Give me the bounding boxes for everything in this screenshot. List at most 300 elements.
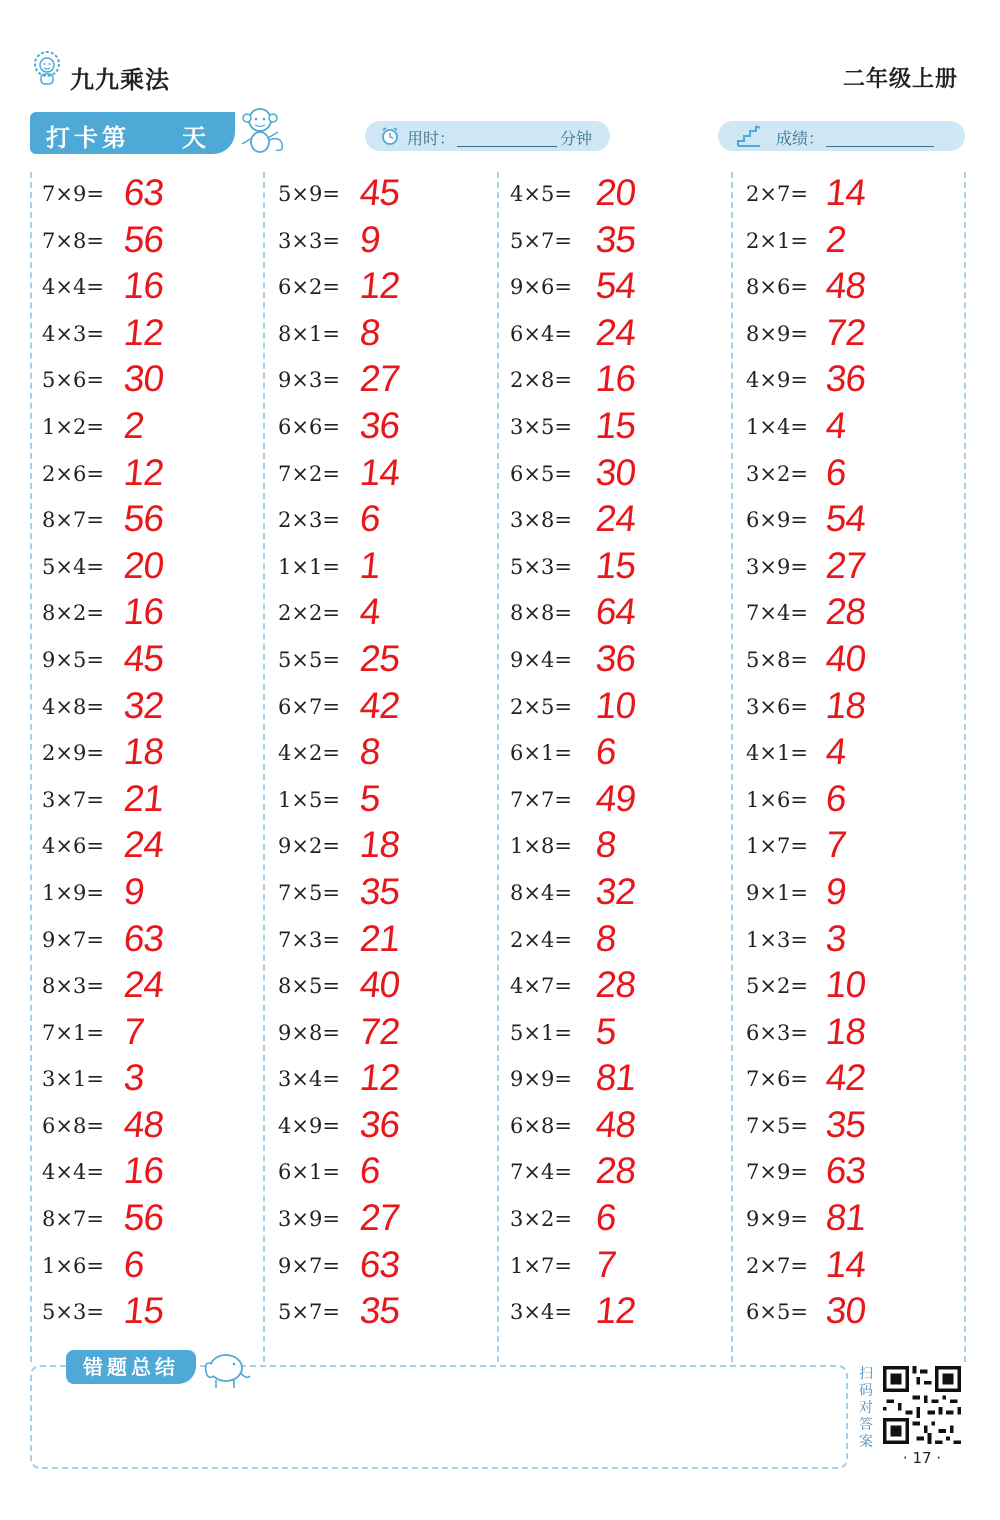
equation: 8×9= [746, 321, 808, 346]
handwritten-answer: 16 [121, 591, 166, 633]
equation: 3×3= [278, 228, 340, 253]
equation: 4×9= [746, 368, 808, 393]
equation: 7×5= [278, 880, 340, 905]
problem-row [746, 358, 966, 405]
equation: 5×5= [278, 647, 340, 672]
equation: 9×7= [278, 1253, 340, 1278]
equation: 2×1= [746, 228, 808, 253]
time-unit: 分钟 [560, 129, 593, 148]
handwritten-answer: 16 [121, 265, 166, 307]
equation: 6×1= [510, 741, 572, 766]
problem-row [278, 172, 498, 219]
handwritten-answer: 48 [593, 1103, 638, 1145]
equation: 6×7= [278, 694, 340, 719]
handwritten-answer: 2 [121, 404, 146, 446]
handwritten-answer: 5 [593, 1010, 618, 1052]
handwritten-answer: 6 [357, 498, 382, 540]
equation: 8×5= [278, 974, 340, 999]
equation: 1×7= [746, 834, 808, 859]
problem-row [42, 1244, 262, 1291]
problem-row [42, 1104, 262, 1151]
problem-row [746, 824, 966, 871]
handwritten-answer: 1 [357, 544, 382, 586]
handwritten-answer: 8 [593, 824, 618, 866]
handwritten-answer: 4 [823, 731, 848, 773]
equation: 7×9= [42, 182, 104, 206]
equation: 3×9= [746, 554, 808, 579]
equation: 9×9= [746, 1207, 808, 1232]
equation: 1×6= [42, 1253, 104, 1278]
problem-row [278, 1057, 498, 1104]
problem-row [42, 265, 262, 312]
handwritten-answer: 27 [357, 358, 402, 400]
problem-row [278, 918, 498, 965]
handwritten-answer: 32 [593, 870, 638, 912]
equation: 8×1= [278, 321, 340, 346]
handwritten-answer: 15 [593, 544, 638, 586]
handwritten-answer: 2 [823, 218, 848, 260]
column-divider [30, 172, 32, 1362]
equation: 4×4= [42, 275, 104, 300]
handwritten-answer: 10 [823, 964, 868, 1006]
problem-column-3 [510, 172, 730, 1337]
handwritten-answer: 49 [593, 777, 638, 819]
problem-row [278, 358, 498, 405]
column-divider [263, 172, 265, 1362]
handwritten-answer: 9 [121, 870, 146, 912]
problem-row [510, 1150, 730, 1197]
equation: 7×5= [746, 1113, 808, 1138]
equation: 4×4= [42, 1160, 104, 1185]
handwritten-answer: 81 [593, 1057, 638, 1099]
problem-row [510, 685, 730, 732]
equation: 5×8= [746, 647, 808, 672]
handwritten-answer: 6 [593, 731, 618, 773]
handwritten-answer: 15 [121, 1290, 166, 1332]
handwritten-answer: 20 [121, 544, 166, 586]
equation: 6×8= [510, 1113, 572, 1138]
problem-row [42, 219, 262, 266]
checkin-banner [30, 112, 235, 154]
equation: 3×9= [278, 1207, 340, 1232]
equation: 1×5= [278, 787, 340, 812]
handwritten-answer: 36 [357, 404, 402, 446]
problem-row [510, 1244, 730, 1291]
time-field [365, 121, 610, 151]
equation: 9×9= [510, 1067, 572, 1092]
handwritten-answer: 21 [357, 917, 402, 959]
equation: 6×8= [42, 1113, 104, 1138]
problem-row [42, 1150, 262, 1197]
handwritten-answer: 45 [357, 172, 402, 213]
handwritten-answer: 14 [823, 172, 868, 213]
scan-for-answers-text: 扫码对答案 [859, 1366, 873, 1450]
problem-row [510, 638, 730, 685]
handwritten-answer: 64 [593, 591, 638, 633]
equation: 2×7= [746, 182, 808, 206]
equation: 8×3= [42, 974, 104, 999]
problem-row [746, 731, 966, 778]
problem-row [42, 918, 262, 965]
handwritten-answer: 24 [593, 498, 638, 540]
equation: 6×4= [510, 321, 572, 346]
equation: 7×7= [510, 787, 572, 812]
problem-row [42, 172, 262, 219]
handwritten-answer: 63 [823, 1150, 868, 1192]
equation: 5×1= [510, 1020, 572, 1045]
equation: 7×3= [278, 927, 340, 952]
problem-row [510, 172, 730, 219]
handwritten-answer: 36 [593, 637, 638, 679]
handwritten-answer: 28 [593, 1150, 638, 1192]
problem-row [746, 312, 966, 359]
problem-row [42, 964, 262, 1011]
stairs-icon [736, 124, 762, 148]
handwritten-answer: 48 [121, 1103, 166, 1145]
equation: 4×9= [278, 1113, 340, 1138]
problem-row [42, 731, 262, 778]
problem-row [42, 312, 262, 359]
problem-row [746, 1197, 966, 1244]
handwritten-answer: 30 [593, 451, 638, 493]
handwritten-answer: 42 [357, 684, 402, 726]
handwritten-answer: 54 [823, 498, 868, 540]
handwritten-answer: 63 [121, 917, 166, 959]
equation: 4×5= [510, 182, 572, 206]
equation: 6×5= [510, 461, 572, 486]
handwritten-answer: 40 [823, 637, 868, 679]
handwritten-answer: 18 [823, 1010, 868, 1052]
problem-row [746, 1104, 966, 1151]
equation: 3×5= [510, 414, 572, 439]
handwritten-answer: 48 [823, 265, 868, 307]
checkin-label: 打卡第 [46, 124, 130, 152]
equation: 9×2= [278, 834, 340, 859]
problem-row [510, 1197, 730, 1244]
handwritten-answer: 21 [121, 777, 166, 819]
problem-row [746, 265, 966, 312]
handwritten-answer: 25 [357, 637, 402, 679]
time-label: 用时： [407, 129, 456, 148]
clock-icon [380, 126, 400, 146]
handwritten-answer: 63 [357, 1243, 402, 1285]
equation: 8×7= [42, 508, 104, 533]
equation: 9×6= [510, 275, 572, 300]
problem-row [746, 591, 966, 638]
equation: 5×2= [746, 974, 808, 999]
equation: 7×9= [746, 1160, 808, 1185]
problem-row [510, 312, 730, 359]
problem-row [42, 638, 262, 685]
handwritten-answer: 4 [823, 404, 848, 446]
handwritten-answer: 7 [823, 824, 848, 866]
handwritten-answer: 32 [121, 684, 166, 726]
equation: 4×2= [278, 741, 340, 766]
problem-row [510, 405, 730, 452]
handwritten-answer: 30 [823, 1290, 868, 1332]
equation: 9×5= [42, 647, 104, 672]
handwritten-answer: 6 [823, 777, 848, 819]
handwritten-answer: 24 [121, 964, 166, 1006]
problem-column-4 [746, 172, 966, 1337]
problem-row [510, 778, 730, 825]
handwritten-answer: 9 [823, 870, 848, 912]
equation: 8×4= [510, 880, 572, 905]
equation: 5×3= [510, 554, 572, 579]
problem-row [746, 1290, 966, 1337]
problem-row [746, 405, 966, 452]
equation: 3×2= [510, 1207, 572, 1232]
problem-row [42, 778, 262, 825]
problem-row [510, 1057, 730, 1104]
handwritten-answer: 6 [593, 1197, 618, 1239]
problem-row [746, 545, 966, 592]
handwritten-answer: 14 [357, 451, 402, 493]
problem-row [746, 685, 966, 732]
problem-row [42, 545, 262, 592]
handwritten-answer: 16 [121, 1150, 166, 1192]
score-blank [826, 129, 934, 147]
problem-row [278, 1197, 498, 1244]
problem-row [746, 172, 966, 219]
problem-row [42, 824, 262, 871]
problem-row [510, 498, 730, 545]
handwritten-answer: 24 [121, 824, 166, 866]
equation: 5×7= [278, 1300, 340, 1325]
problem-row [42, 871, 262, 918]
problem-row [278, 824, 498, 871]
handwritten-answer: 6 [357, 1150, 382, 1192]
handwritten-answer: 56 [121, 1197, 166, 1239]
problem-row [278, 265, 498, 312]
handwritten-answer: 6 [121, 1243, 146, 1285]
equation: 2×5= [510, 694, 572, 719]
equation: 2×9= [42, 741, 104, 766]
problem-row [746, 638, 966, 685]
problem-row [510, 1290, 730, 1337]
equation: 3×7= [42, 787, 104, 812]
handwritten-answer: 12 [357, 265, 402, 307]
handwritten-answer: 7 [121, 1010, 146, 1052]
equation: 5×9= [278, 182, 340, 206]
problem-row [746, 964, 966, 1011]
handwritten-answer: 40 [357, 964, 402, 1006]
problem-row [278, 452, 498, 499]
problem-row [42, 591, 262, 638]
problem-row [510, 731, 730, 778]
equation: 1×2= [42, 414, 104, 439]
column-divider [731, 172, 733, 1362]
handwritten-answer: 3 [823, 917, 848, 959]
equation: 6×5= [746, 1300, 808, 1325]
problem-row [278, 312, 498, 359]
problem-row [746, 778, 966, 825]
equation: 7×2= [278, 461, 340, 486]
problem-row [510, 358, 730, 405]
equation: 7×6= [746, 1067, 808, 1092]
equation: 8×7= [42, 1207, 104, 1232]
equation: 4×7= [510, 974, 572, 999]
equation: 3×6= [746, 694, 808, 719]
problem-row [510, 219, 730, 266]
equation: 2×3= [278, 508, 340, 533]
problem-row [278, 871, 498, 918]
equation: 3×8= [510, 508, 572, 533]
problem-row [746, 918, 966, 965]
handwritten-answer: 45 [121, 637, 166, 679]
lion-mascot-icon [32, 50, 62, 86]
handwritten-answer: 6 [823, 451, 848, 493]
equation: 3×4= [510, 1300, 572, 1325]
equation: 1×7= [510, 1253, 572, 1278]
equation: 9×3= [278, 368, 340, 393]
problem-row [278, 1290, 498, 1337]
handwritten-answer: 8 [357, 311, 382, 353]
grade-label: 二年级上册 [842, 67, 958, 92]
equation: 5×4= [42, 554, 104, 579]
handwritten-answer: 27 [357, 1197, 402, 1239]
problem-row [510, 918, 730, 965]
equation: 6×9= [746, 508, 808, 533]
problem-row [278, 405, 498, 452]
handwritten-answer: 16 [593, 358, 638, 400]
handwritten-answer: 14 [823, 1243, 868, 1285]
equation: 8×2= [42, 601, 104, 626]
handwritten-answer: 35 [357, 1290, 402, 1332]
problem-row [510, 452, 730, 499]
problem-row [278, 778, 498, 825]
handwritten-answer: 18 [121, 731, 166, 773]
equation: 5×3= [42, 1300, 104, 1325]
handwritten-answer: 28 [593, 964, 638, 1006]
problem-row [278, 1011, 498, 1058]
equation: 3×2= [746, 461, 808, 486]
problem-row [42, 1011, 262, 1058]
problem-row [42, 498, 262, 545]
handwritten-answer: 56 [121, 218, 166, 260]
handwritten-answer: 12 [357, 1057, 402, 1099]
equation: 7×8= [42, 228, 104, 253]
equation: 2×7= [746, 1253, 808, 1278]
qr-code[interactable] [880, 1366, 964, 1444]
problem-row [746, 1011, 966, 1058]
problem-row [278, 1244, 498, 1291]
mistake-summary-title: 错题总结 [66, 1350, 196, 1384]
problem-row [278, 498, 498, 545]
problem-row [42, 1290, 262, 1337]
problem-row [510, 964, 730, 1011]
handwritten-answer: 7 [593, 1243, 618, 1285]
problem-row [42, 358, 262, 405]
handwritten-answer: 63 [121, 172, 166, 213]
handwritten-answer: 12 [593, 1290, 638, 1332]
equation: 6×6= [278, 414, 340, 439]
elephant-icon [198, 1346, 252, 1390]
handwritten-answer: 18 [823, 684, 868, 726]
equation: 6×1= [278, 1160, 340, 1185]
problem-row [278, 731, 498, 778]
equation: 6×2= [278, 275, 340, 300]
problem-column-1 [42, 172, 262, 1337]
equation: 1×6= [746, 787, 808, 812]
problem-column-2 [278, 172, 498, 1337]
handwritten-answer: 15 [593, 404, 638, 446]
equation: 8×6= [746, 275, 808, 300]
equation: 9×1= [746, 880, 808, 905]
score-field [718, 121, 965, 151]
handwritten-answer: 4 [357, 591, 382, 633]
handwritten-answer: 12 [121, 311, 166, 353]
book-title: 九九乘法 [70, 66, 170, 94]
handwritten-answer: 24 [593, 311, 638, 353]
equation: 5×6= [42, 368, 104, 393]
problem-row [278, 1150, 498, 1197]
problem-row [510, 545, 730, 592]
problem-row [42, 452, 262, 499]
problem-row [42, 1057, 262, 1104]
handwritten-answer: 3 [121, 1057, 146, 1099]
equation: 5×7= [510, 228, 572, 253]
equation: 7×1= [42, 1020, 104, 1045]
problem-row [510, 265, 730, 312]
handwritten-answer: 27 [823, 544, 868, 586]
handwritten-answer: 36 [357, 1103, 402, 1145]
problem-row [510, 871, 730, 918]
equation: 4×8= [42, 694, 104, 719]
equation: 3×1= [42, 1067, 104, 1092]
equation: 1×4= [746, 414, 808, 439]
problem-row [746, 498, 966, 545]
equation: 4×1= [746, 741, 808, 766]
problem-row [278, 545, 498, 592]
handwritten-answer: 54 [593, 265, 638, 307]
time-blank [457, 129, 557, 147]
problem-row [278, 591, 498, 638]
handwritten-answer: 72 [823, 311, 868, 353]
problem-row [746, 871, 966, 918]
equation: 3×4= [278, 1067, 340, 1092]
score-label: 成绩： [776, 129, 825, 148]
handwritten-answer: 72 [357, 1010, 402, 1052]
handwritten-answer: 8 [357, 731, 382, 773]
equation: 7×4= [746, 601, 808, 626]
problem-row [746, 452, 966, 499]
problem-row [510, 1011, 730, 1058]
equation: 8×8= [510, 601, 572, 626]
equation: 7×4= [510, 1160, 572, 1185]
handwritten-answer: 8 [593, 917, 618, 959]
handwritten-answer: 81 [823, 1197, 868, 1239]
problem-row [278, 964, 498, 1011]
equation: 1×3= [746, 927, 808, 952]
equation: 6×3= [746, 1020, 808, 1045]
problem-row [42, 405, 262, 452]
handwritten-answer: 56 [121, 498, 166, 540]
handwritten-answer: 35 [823, 1103, 868, 1145]
equation: 2×4= [510, 927, 572, 952]
equation: 1×9= [42, 880, 104, 905]
page-number: · 17 · [902, 1449, 942, 1467]
equation: 1×1= [278, 554, 340, 579]
handwritten-answer: 42 [823, 1057, 868, 1099]
equation: 4×3= [42, 321, 104, 346]
equation: 1×8= [510, 834, 572, 859]
handwritten-answer: 35 [357, 870, 402, 912]
problem-row [746, 1057, 966, 1104]
handwritten-answer: 20 [593, 172, 638, 213]
problem-row [42, 685, 262, 732]
equation: 2×2= [278, 601, 340, 626]
